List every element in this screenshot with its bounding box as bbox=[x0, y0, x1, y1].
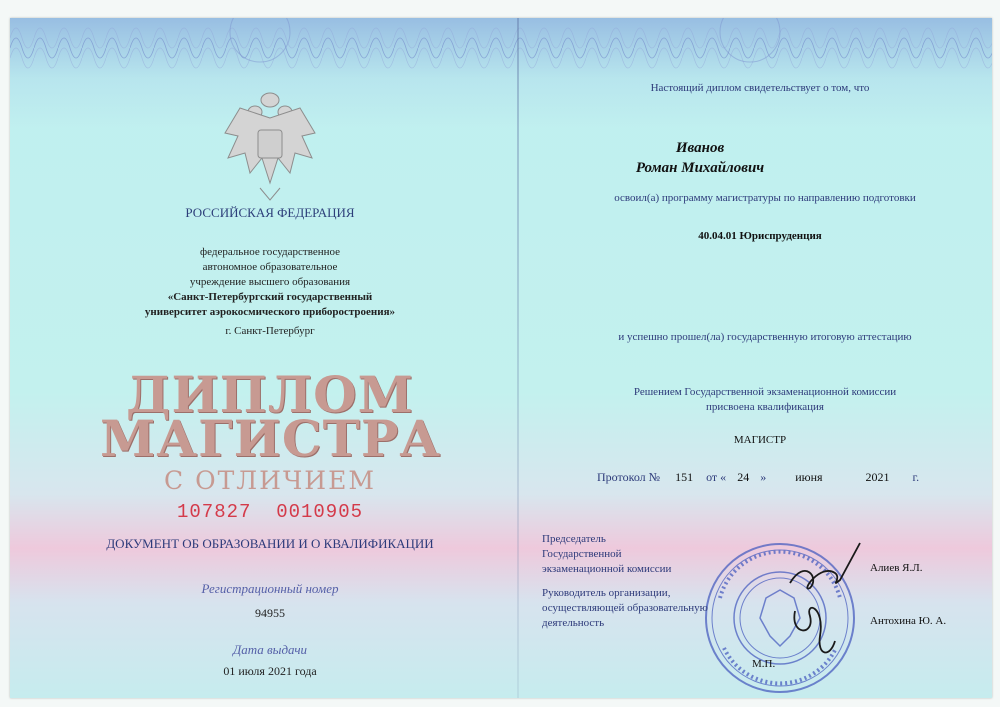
coat-of-arms-emblem bbox=[220, 88, 320, 208]
guilloche-border bbox=[10, 18, 992, 78]
chairman-title-line: Председатель bbox=[542, 533, 606, 545]
first-and-patronymic: Роман Михайлович bbox=[635, 160, 765, 176]
protocol-year-suffix: г. bbox=[912, 470, 920, 484]
chairman-name: Алиев Я.Л. bbox=[870, 562, 923, 574]
graduate-name bbox=[570, 138, 830, 178]
protocol-label: Протокол № bbox=[597, 470, 661, 484]
protocol-day: 24 bbox=[737, 470, 750, 484]
head-title bbox=[542, 586, 762, 631]
intro-text: Настоящий диплом свидетельствует о том, что bbox=[650, 82, 870, 94]
registration-label: Регистрационный номер bbox=[201, 581, 339, 596]
head-title-line: деятельность bbox=[542, 617, 605, 629]
center-fold bbox=[517, 18, 519, 698]
chairman-title bbox=[542, 532, 742, 577]
protocol-from: от « bbox=[706, 470, 727, 484]
protocol-close-quote: » bbox=[760, 470, 767, 484]
decision-text bbox=[555, 385, 975, 415]
protocol-month: июня bbox=[795, 470, 823, 484]
head-title-line: осуществляющей образовательную bbox=[542, 602, 708, 614]
country-name: РОССИЙСКАЯ ФЕДЕРАЦИЯ bbox=[185, 205, 355, 220]
qualification: МАГИСТР bbox=[733, 434, 787, 446]
program-text: освоил(а) программу магистратуры по направлению подготовки bbox=[614, 192, 916, 204]
surname: Иванов bbox=[675, 140, 725, 156]
decision-line: присвоена квалификация bbox=[706, 401, 824, 413]
chairman-title-line: Государственной bbox=[542, 548, 622, 560]
org-line: федеральное государственное bbox=[199, 246, 340, 258]
issue-date: 01 июля 2021 года bbox=[223, 664, 317, 678]
university-name-line: университет аэрокосмического приборостроения» bbox=[144, 306, 396, 318]
head-name: Антохина Ю. А. bbox=[870, 615, 947, 627]
issue-date-label: Дата выдачи bbox=[232, 642, 308, 657]
seal-place-label: М.П. bbox=[752, 658, 776, 670]
decision-line: Решением Государственной экзаменационной комиссии bbox=[633, 386, 897, 398]
org-line: учреждение высшего образования bbox=[189, 276, 351, 288]
org-description bbox=[120, 245, 420, 339]
protocol-line bbox=[597, 470, 957, 485]
head-signature bbox=[785, 596, 845, 666]
diploma-title-line1: ДИПЛОМ bbox=[125, 365, 415, 424]
head-title-line: Руководитель организации, bbox=[542, 587, 671, 599]
serial-number: 107827 0010905 bbox=[176, 501, 364, 523]
university-name-line: «Санкт-Петербургский государственный bbox=[167, 291, 373, 303]
org-line: автономное образовательное bbox=[202, 261, 338, 273]
chairman-title-line: экзаменационной комиссии bbox=[542, 563, 672, 575]
registration-number: 94955 bbox=[255, 606, 285, 620]
diploma-sheet bbox=[10, 18, 992, 698]
attestation-text: и успешно прошел(ла) государственную итоговую аттестацию bbox=[618, 331, 912, 343]
city: г. Санкт-Петербург bbox=[225, 325, 315, 337]
diploma-title-line2: МАГИСТРА bbox=[100, 409, 442, 468]
protocol-number: 151 bbox=[675, 470, 694, 484]
program-name: 40.04.01 Юриспруденция bbox=[698, 230, 822, 242]
honors-subtitle: С ОТЛИЧИЕМ bbox=[164, 466, 376, 495]
chairman-signature bbox=[780, 538, 870, 598]
document-type: ДОКУМЕНТ ОБ ОБРАЗОВАНИИ И О КВАЛИФИКАЦИИ bbox=[106, 536, 434, 551]
protocol-year: 2021 bbox=[865, 470, 890, 484]
